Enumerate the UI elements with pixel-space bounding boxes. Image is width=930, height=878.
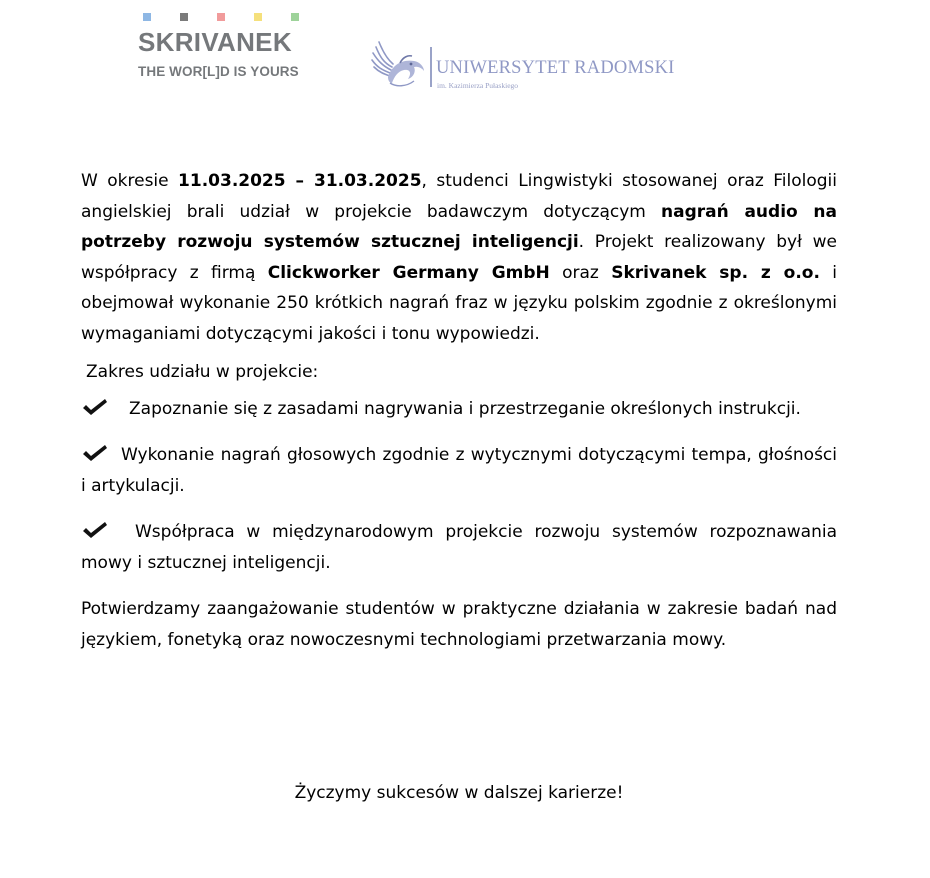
partner-skrivanek: Skrivanek sp. z o.o.: [611, 262, 820, 283]
intro-paragraph: [81, 166, 837, 349]
skrivanek-dot-blue: [143, 13, 151, 21]
skrivanek-tagline: THE WOR[L]D IS YOURS: [138, 64, 299, 79]
university-logo: [370, 37, 680, 92]
intro-text-2: , studenci Lingwistyki stosowanej oraz Filologii angielskiej brali udział w projekcie badawczym dotyczącym: [81, 171, 837, 222]
checkmark-icon: [81, 520, 109, 540]
confirmation-paragraph: Potwierdzamy zaangażowanie studentów w praktyczne działania w zakresie badań nad językiem, fonetyką oraz nowoczesnymi technologiami przetwarzania mowy.: [81, 599, 837, 650]
closing-wishes: Życzymy sukcesów w dalszej karierze!: [294, 783, 624, 803]
bullet-item: [81, 440, 837, 501]
skrivanek-dot-green: [291, 13, 299, 21]
project-topic: nagrań audio na potrzeby rozwoju systemów sztucznej inteligencji: [81, 201, 837, 252]
skrivanek-name: SKRIVANEK: [138, 27, 292, 57]
bullet-text: Współpraca w międzynarodowym projekcie rozwoju systemów rozpoznawania mowy i sztucznej inteligencji.: [81, 522, 837, 573]
logo-divider: [430, 47, 432, 87]
skrivanek-dot-gray: [180, 13, 188, 21]
intro-text-5: i obejmował wykonanie 250 krótkich nagrań fraz w języku polskim zgodnie z określonymi wymaganiami dotyczącymi jakości i tonu wypowiedzi.: [81, 262, 838, 344]
skrivanek-dot-yellow: [254, 13, 262, 21]
bullet-item: [81, 394, 837, 425]
bullet-text: Zapoznanie się z zasadami nagrywania i przestrzeganie określonych instrukcji.: [129, 398, 801, 419]
skrivanek-dot-red: [217, 13, 225, 21]
bullet-text: Wykonanie nagrań głosowych zgodnie z wytycznymi dotyczącymi tempa, głośności i artykulacji.: [81, 445, 837, 496]
university-name: UNIWERSYTET RADOMSKI: [436, 58, 675, 78]
intro-text-4: oraz: [549, 262, 612, 283]
checkmark-icon: [81, 443, 109, 463]
document-body: [81, 166, 838, 803]
eagle-emblem-icon: [370, 37, 426, 91]
skrivanek-logo: [138, 10, 313, 82]
intro-text-3: . Projekt realizowany był we współpracy z firmą: [81, 232, 837, 283]
university-subtitle: im. Kazimierza Pułaskiego: [437, 81, 519, 90]
intro-text-1: W okresie: [81, 171, 179, 191]
partner-clickworker: Clickworker Germany GmbH: [267, 262, 550, 283]
bullet-item: [81, 517, 837, 578]
project-dates: 11.03.2025 – 31.03.2025: [178, 171, 422, 191]
scope-heading: Zakres udziału w projekcie:: [86, 362, 319, 382]
checkmark-icon: [81, 397, 109, 417]
